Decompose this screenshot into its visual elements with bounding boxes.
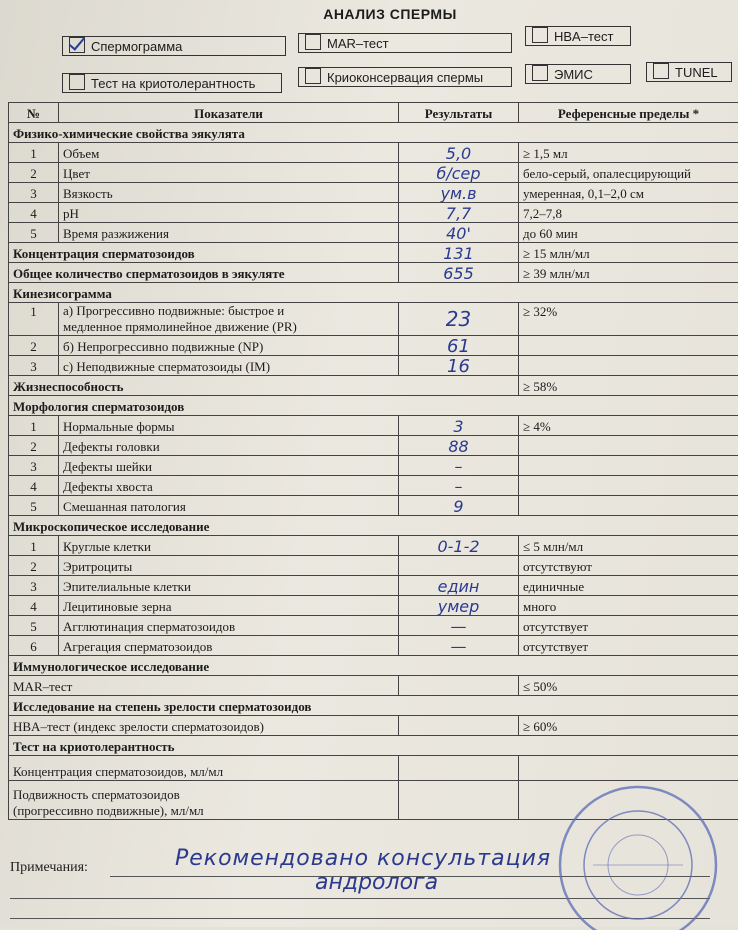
vitality-label: Жизнеспособность: [9, 376, 519, 396]
row-num: 1: [9, 143, 59, 163]
checkbox-tunel[interactable]: [646, 62, 732, 82]
table-row: [9, 476, 738, 496]
checkbox-mar[interactable]: [298, 33, 512, 53]
table-row: [9, 183, 738, 203]
row-name: б) Непрогрессивно подвижные (NP): [59, 336, 399, 356]
concentration-ref: ≥ 15 млн/мл: [519, 243, 738, 263]
header-num: №: [9, 103, 59, 123]
row-ref: умеренная, 0,1–2,0 см: [519, 183, 738, 203]
row-num: 2: [9, 336, 59, 356]
concentration-label: Концентрация сперматозоидов: [9, 243, 399, 263]
checkbox-square-icon: [653, 63, 669, 79]
checkbox-spermogram-label: Спермограмма: [91, 39, 182, 54]
checkbox-cryo-tolerance-label: Тест на криотолерантность: [91, 76, 255, 91]
notes-handwriting-line-2: андролога: [315, 870, 438, 895]
checkbox-square-icon: [532, 65, 548, 81]
section-title: Физико-химические свойства эякулята: [9, 123, 738, 143]
checkbox-mar-label: MAR–тест: [327, 36, 389, 51]
row-num: 1: [9, 536, 59, 556]
row-result: 88: [399, 436, 519, 456]
row-ref: ≤ 5 млн/мл: [519, 536, 738, 556]
section-microscopy: [9, 516, 738, 536]
row-result: ум.в: [399, 183, 519, 203]
row-ref: до 60 мин: [519, 223, 738, 243]
row-result: [399, 556, 519, 576]
table-row: [9, 756, 738, 781]
row-name: Смешанная патология: [59, 496, 399, 516]
table-row: [9, 716, 738, 736]
total-count-label: Общее количество сперматозоидов в эякуляте: [9, 263, 399, 283]
checkbox-spermogram[interactable]: [62, 36, 286, 56]
table-row: [9, 636, 738, 656]
mobility-line-1: Подвижность сперматозоидов: [13, 787, 180, 802]
row-num: 4: [9, 596, 59, 616]
row-ref: [519, 756, 738, 781]
row-result: –: [399, 476, 519, 496]
row-result: умер: [399, 596, 519, 616]
row-num: 4: [9, 476, 59, 496]
row-name: Дефекты головки: [59, 436, 399, 456]
row-name: Эпителиальные клетки: [59, 576, 399, 596]
notes-handwriting-line-1: Рекомендовано консультация: [175, 846, 715, 871]
row-name: MAR–тест: [9, 676, 399, 696]
row-name: Круглые клетки: [59, 536, 399, 556]
row-result: 3: [399, 416, 519, 436]
row-ref: единичные: [519, 576, 738, 596]
row-result: 40': [399, 223, 519, 243]
section-title: Микроскопическое исследование: [9, 516, 738, 536]
stamp-icon: [548, 780, 718, 930]
row-result: 16: [399, 356, 519, 376]
row-ref: отсутствует: [519, 616, 738, 636]
row-num: 5: [9, 223, 59, 243]
row-ref: ≥ 60%: [519, 716, 738, 736]
row-result: б/сер: [399, 163, 519, 183]
row-ref: ≥ 4%: [519, 416, 738, 436]
row-num: 6: [9, 636, 59, 656]
section-maturity: [9, 696, 738, 716]
checkbox-square-icon: [69, 74, 85, 90]
row-result: [399, 756, 519, 781]
row-ref: [519, 456, 738, 476]
table-row: [9, 596, 738, 616]
section-title: Тест на криотолерантность: [9, 736, 738, 756]
row-ref: ≤ 50%: [519, 676, 738, 696]
row-ref: отсутствует: [519, 636, 738, 656]
row-result: 0-1-2: [399, 536, 519, 556]
row-result: [399, 781, 519, 820]
row-result: 23: [399, 303, 519, 336]
row-result: [399, 676, 519, 696]
row-result: —: [399, 616, 519, 636]
section-title: Кинезисограмма: [9, 283, 738, 303]
table-header-row: [9, 103, 738, 123]
header-result: Результаты: [399, 103, 519, 123]
row-num: 3: [9, 183, 59, 203]
row-name: [59, 303, 399, 336]
row-name: Агглютинация сперматозоидов: [59, 616, 399, 636]
table-row: [9, 416, 738, 436]
section-title: Морфология сперматозоидов: [9, 396, 738, 416]
section-morphology: [9, 396, 738, 416]
row-name: pH: [59, 203, 399, 223]
results-table: [8, 102, 738, 820]
row-ref: 7,2–7,8: [519, 203, 738, 223]
row-name: Концентрация сперматозоидов, мл/мл: [9, 756, 399, 781]
row-name: Лецитиновые зерна: [59, 596, 399, 616]
table-row: [9, 143, 738, 163]
checkbox-hba-label: HBA–тест: [554, 29, 613, 44]
row-num: 4: [9, 203, 59, 223]
concentration-result: 131: [399, 243, 519, 263]
header-ref: Референсные пределы *: [519, 103, 738, 123]
table-row: [9, 556, 738, 576]
checkbox-cryopreservation[interactable]: [298, 67, 512, 87]
row-num: 2: [9, 556, 59, 576]
row-ref: [519, 476, 738, 496]
table-row: [9, 536, 738, 556]
row-name: HBA–тест (индекс зрелости сперматозоидов): [9, 716, 399, 736]
row-num: 3: [9, 356, 59, 376]
row-name: Нормальные формы: [59, 416, 399, 436]
row-ref: [519, 356, 738, 376]
table-row: [9, 496, 738, 516]
row-num: 2: [9, 436, 59, 456]
row-ref: ≥ 1,5 мл: [519, 143, 738, 163]
header-param: Показатели: [59, 103, 399, 123]
total-count-ref: ≥ 39 млн/мл: [519, 263, 738, 283]
row-num: 5: [9, 496, 59, 516]
row-ref: [519, 436, 738, 456]
checkbox-tunel-label: TUNEL: [675, 65, 718, 80]
section-title: Иммунологическое исследование: [9, 656, 738, 676]
row-result: 61: [399, 336, 519, 356]
table-row: [9, 203, 738, 223]
row-result: —: [399, 636, 519, 656]
row-name: Объем: [59, 143, 399, 163]
row-ref: много: [519, 596, 738, 616]
total-count-result: 655: [399, 263, 519, 283]
document-title: АНАЛИЗ СПЕРМЫ: [300, 6, 480, 22]
checkbox-emis[interactable]: [525, 64, 631, 84]
section-physchem: [9, 123, 738, 143]
row-result: един: [399, 576, 519, 596]
pr-line-1: а) Прогрессивно подвижные: быстрое и: [63, 303, 284, 318]
row-name: Дефекты хвоста: [59, 476, 399, 496]
table-row: [9, 616, 738, 636]
checkbox-square-icon: [305, 68, 321, 84]
section-title: Исследование на степень зрелости сперматозоидов: [9, 696, 738, 716]
row-name: Агрегация сперматозоидов: [59, 636, 399, 656]
table-row: [9, 303, 738, 336]
row-ref: отсутствуют: [519, 556, 738, 576]
table-row: [9, 356, 738, 376]
section-cryotolerance: [9, 736, 738, 756]
row-num: 3: [9, 576, 59, 596]
row-name: Вязкость: [59, 183, 399, 203]
table-row: [9, 223, 738, 243]
row-name: Цвет: [59, 163, 399, 183]
row-result: 5,0: [399, 143, 519, 163]
notes-label: Примечания:: [10, 860, 88, 876]
checkbox-emis-label: ЭМИС: [554, 67, 593, 82]
checkbox-cryo-tolerance[interactable]: [62, 73, 282, 93]
row-result: –: [399, 456, 519, 476]
row-name: Время разжижения: [59, 223, 399, 243]
vitality-ref: ≥ 58%: [519, 376, 738, 396]
check-icon: [69, 37, 85, 53]
checkbox-hba[interactable]: [525, 26, 631, 46]
row-ref: бело-серый, опалесцирующий: [519, 163, 738, 183]
row-result: 7,7: [399, 203, 519, 223]
section-immunology: [9, 656, 738, 676]
row-result: 9: [399, 496, 519, 516]
row-name: Дефекты шейки: [59, 456, 399, 476]
row-num: 5: [9, 616, 59, 636]
row-result: [399, 716, 519, 736]
checkbox-square-icon: [532, 27, 548, 43]
table-row: [9, 163, 738, 183]
table-row: [9, 436, 738, 456]
row-num: 3: [9, 456, 59, 476]
row-name: [9, 781, 399, 820]
row-ref: [519, 496, 738, 516]
table-row: [9, 676, 738, 696]
section-kinesis: [9, 283, 738, 303]
pr-line-2: медленное прямолинейное движение (PR): [63, 319, 297, 334]
row-ref: [519, 336, 738, 356]
checkbox-cryopreservation-label: Криоконсервация спермы: [327, 70, 483, 85]
checkbox-square-icon: [305, 34, 321, 50]
row-ref: ≥ 32%: [519, 303, 738, 336]
mobility-line-2: (прогрессивно подвижные), мл/мл: [13, 803, 204, 818]
vitality-row: [9, 376, 738, 396]
table-row: [9, 336, 738, 356]
total-count-row: [9, 263, 738, 283]
row-num: 1: [9, 303, 59, 336]
row-name: Эритроциты: [59, 556, 399, 576]
concentration-row: [9, 243, 738, 263]
row-num: 2: [9, 163, 59, 183]
table-row: [9, 456, 738, 476]
table-row: [9, 576, 738, 596]
row-num: 1: [9, 416, 59, 436]
row-name: с) Неподвижные сперматозоиды (IM): [59, 356, 399, 376]
